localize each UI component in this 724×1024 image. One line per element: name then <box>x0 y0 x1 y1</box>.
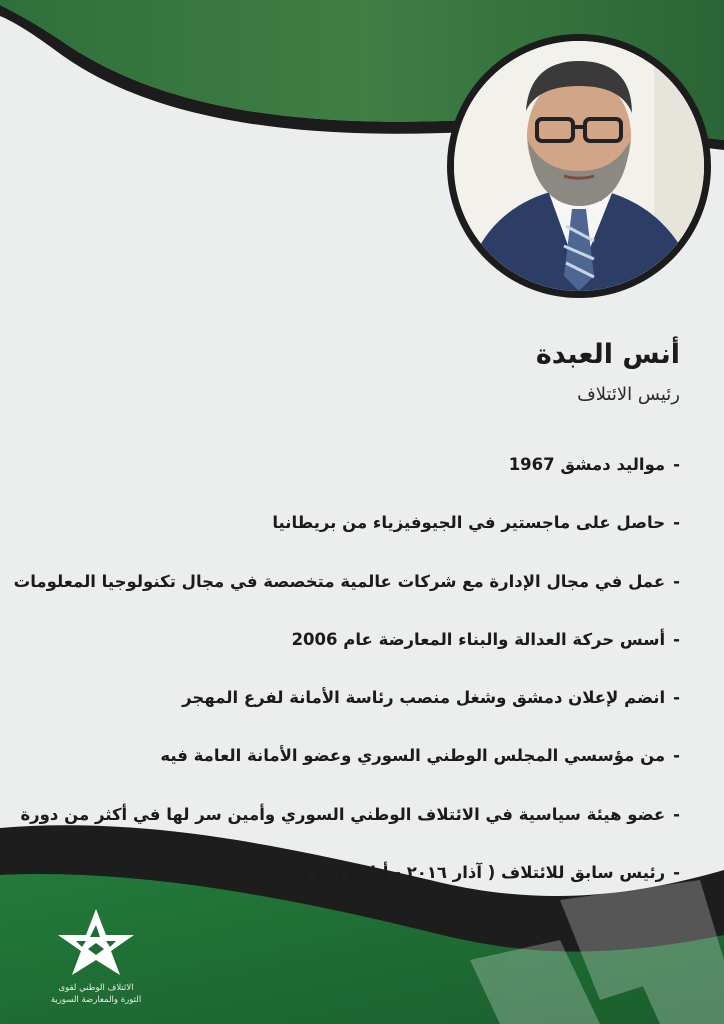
bio-item <box>40 860 680 886</box>
bio-dash: - <box>673 455 680 474</box>
bio-dash: - <box>673 571 680 591</box>
bio-text: عضو هيئة سياسية في الائتلاف الوطني السوري وأمين سر لها في أكثر من دورة <box>20 804 666 824</box>
coalition-logo <box>46 905 146 1005</box>
bio-dash: - <box>673 688 680 708</box>
bio-text: أسس حركة العدالة والبناء المعارضة عام 2006 <box>291 629 666 649</box>
bio-text: من مؤسسي المجلس الوطني السوري وعضو الأمانة العامة فيه <box>160 746 666 766</box>
bio-dash: - <box>673 629 680 649</box>
person-name: أنس العبدة <box>535 339 680 370</box>
bio-item <box>40 743 680 769</box>
bio-item <box>40 452 680 478</box>
bio-list <box>13 452 680 886</box>
bio-text: رئيس سابق للائتلاف ( آذار ٢٠١٦ - أيار ٢٠١٧ ) <box>301 863 666 883</box>
logo-line-2: الثورة والمعارضة السورية <box>50 995 142 1005</box>
bio-dash: - <box>673 863 680 883</box>
bio-item <box>40 627 680 653</box>
logo-line-1: الائتلاف الوطني لقوى <box>58 983 134 993</box>
bio-text: مواليد دمشق 1967 <box>508 455 666 474</box>
bio-dash: - <box>673 513 680 533</box>
bio-text: انضم لإعلان دمشق وشغل منصب رئاسة الأمانة لفرع المهجر <box>182 688 666 708</box>
bio-text: عمل في مجال الإدارة مع شركات عالمية متخصصة في مجال تكنولوجيا المعلومات <box>13 571 666 591</box>
star-logo-icon <box>46 905 146 977</box>
bio-text: حاصل على ماجستير في الجيوفيزياء من بريطانيا <box>272 513 666 533</box>
bio-item <box>40 685 680 711</box>
bio-item <box>20 802 680 828</box>
portrait-photo <box>447 34 711 298</box>
bio-item <box>13 569 680 595</box>
bio-dash: - <box>673 746 680 766</box>
person-role: رئيس الائتلاف <box>577 384 680 405</box>
bio-item <box>40 510 680 536</box>
profile-content <box>13 336 680 918</box>
bio-dash: - <box>673 804 680 824</box>
